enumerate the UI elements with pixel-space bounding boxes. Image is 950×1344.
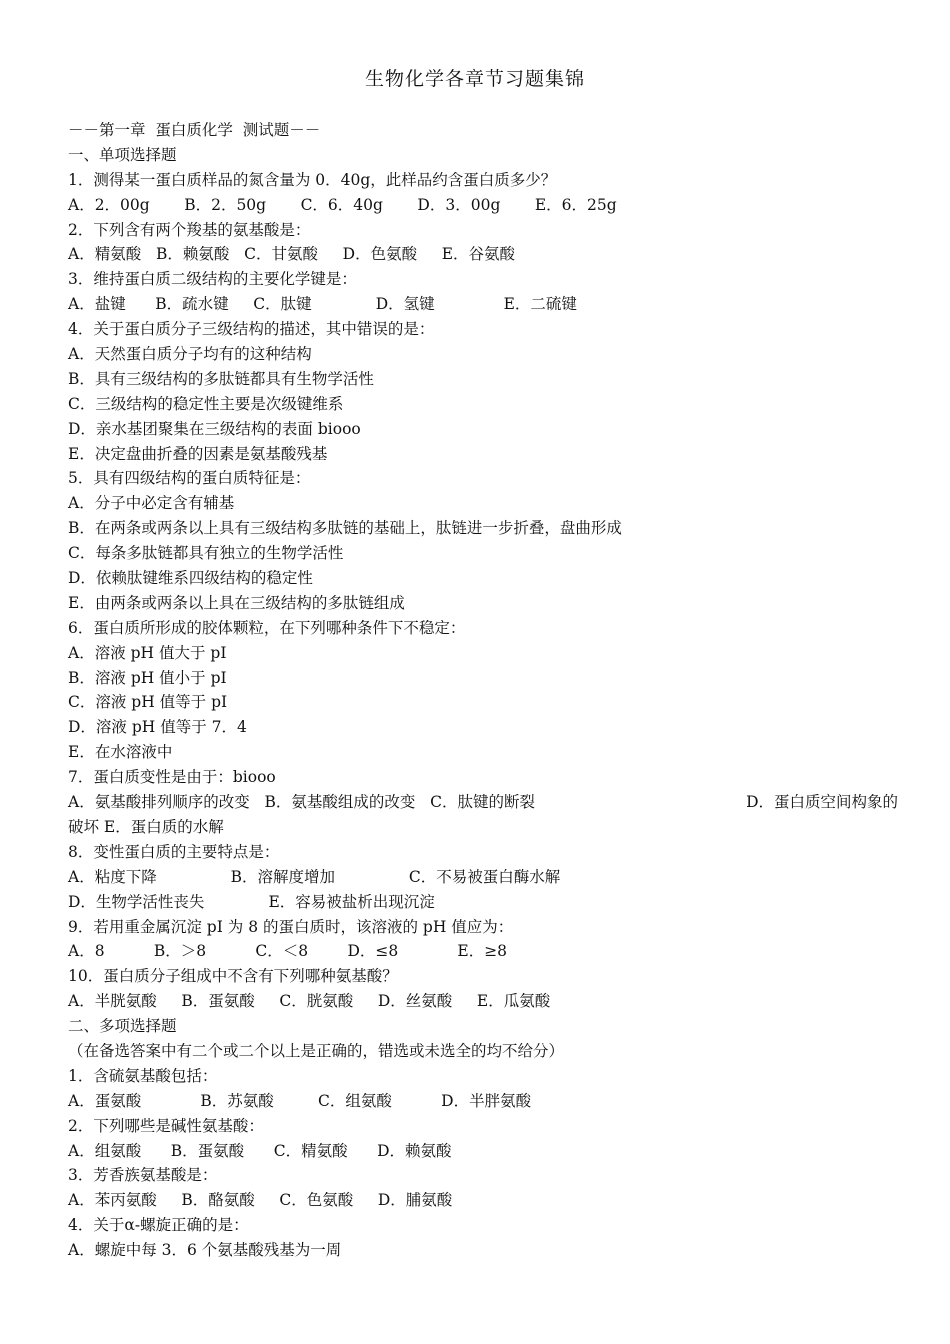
question-6-option-d: D．溶液 pH 值等于 7．4: [68, 718, 247, 737]
mc-question-3-options: A．苯丙氨酸 B．酪氨酸 C．色氨酸 D．脯氨酸: [68, 1191, 453, 1210]
question-5-option-a: A．分子中必定含有辅基: [68, 494, 235, 513]
mc-question-4: 4．关于α-螺旋正确的是：: [68, 1216, 249, 1235]
question-10: 10．蛋白质分子组成中不含有下列哪种氨基酸？: [68, 967, 398, 986]
question-6-option-c: C．溶液 pH 值等于 pI: [68, 693, 228, 712]
document-title: 生物化学各章节习题集锦: [364, 68, 585, 90]
question-5-option-e: E．由两条或两条以上具在三级结构的多肽链组成: [68, 593, 405, 612]
question-4-option-e: E．决定盘曲折叠的因素是氨基酸残基: [68, 444, 328, 463]
mc-question-1: 1．含硫氨基酸包括：: [68, 1066, 218, 1085]
question-5-option-b: B．在两条或两条以上具有三级结构多肽链的基础上，肽链进一步折叠，盘曲形成: [68, 519, 622, 538]
mc-question-4-option-a: A．螺旋中每 3．6 个氨基酸残基为一周: [68, 1241, 342, 1260]
question-7-options-left: A．氨基酸排列顺序的改变 B．氨基酸组成的改变 C．肽键的断裂: [68, 793, 536, 812]
question-9-options: A．8 B．＞8 C．＜8 D．≤8 E．≥8: [68, 942, 508, 961]
question-6-option-e: E．在水溶液中: [68, 743, 173, 762]
question-5-option-d: D．依赖肽键维系四级结构的稳定性: [68, 569, 313, 588]
question-9: 9．若用重金属沉淀 pI 为 8 的蛋白质时，该溶液的 pH 值应为：: [68, 917, 514, 936]
mc-question-2-options: A．组氨酸 B．蛋氨酸 C．精氨酸 D．赖氨酸: [68, 1141, 452, 1160]
document-body: [68, 118, 898, 1263]
question-6-option-b: B．溶液 pH 值小于 pI: [68, 668, 227, 687]
question-5-option-c: C．每条多肽链都具有独立的生物学活性: [68, 544, 344, 563]
question-7-options-right: D．蛋白质空间构象的: [746, 793, 898, 812]
section-heading-single-choice: 一、单项选择题: [68, 145, 177, 164]
question-6: 6．蛋白质所形成的胶体颗粒，在下列哪种条件下不稳定：: [68, 618, 466, 637]
question-4-option-d: D．亲水基团聚集在三级结构的表面 biooo: [68, 419, 361, 438]
section-heading-multiple-choice: 二、多项选择题: [68, 1017, 177, 1036]
question-4-option-c: C．三级结构的稳定性主要是次级键维系: [68, 394, 344, 413]
question-6-option-a: A．溶液 pH 值大于 pI: [68, 643, 227, 662]
question-4-option-a: A．天然蛋白质分子均有的这种结构: [68, 345, 312, 364]
question-8-options-row-2: D．生物学活性丧失 E．容易被盐析出现沉淀: [68, 892, 435, 911]
question-4: 4．关于蛋白质分子三级结构的描述，其中错误的是：: [68, 320, 435, 339]
question-7-options: [68, 790, 898, 815]
question-4-option-b: B．具有三级结构的多肽链都具有生物学活性: [68, 369, 374, 388]
question-5: 5．具有四级结构的蛋白质特征是：: [68, 469, 311, 488]
question-1-options: A．2．00g B．2．50g C．6．40g D．3．00g E．6．25g: [68, 195, 617, 214]
question-7-options-continued: 破坏 E．蛋白质的水解: [68, 817, 224, 836]
question-1: 1．测得某一蛋白质样品的氮含量为 0．40g，此样品约含蛋白质多少？: [68, 170, 557, 189]
question-3-options: A．盐键 B．疏水键 C．肽键 D．氢键 E．二硫键: [68, 295, 577, 314]
question-7: 7．蛋白质变性是由于：biooo: [68, 768, 276, 787]
question-3: 3．维持蛋白质二级结构的主要化学键是：: [68, 270, 357, 289]
mc-question-2: 2．下列哪些是碱性氨基酸：: [68, 1116, 264, 1135]
mc-question-1-options: A．蛋氨酸 B．苏氨酸 C．组氨酸 D．半胖氨酸: [68, 1091, 532, 1110]
question-8-options-row-1: A．粘度下降 B．溶解度增加 C．不易被蛋白酶水解: [68, 867, 561, 886]
chapter-heading: －－第一章 蛋白质化学 测试题－－: [68, 121, 321, 139]
question-8: 8．变性蛋白质的主要特点是：: [68, 842, 280, 861]
question-2: 2．下列含有两个羧基的氨基酸是：: [68, 220, 311, 239]
question-10-options: A．半胱氨酸 B．蛋氨酸 C．胱氨酸 D．丝氨酸 E．瓜氨酸: [68, 992, 551, 1011]
multiple-choice-instruction: （在备选答案中有二个或二个以上是正确的，错选或未选全的均不给分）: [68, 1041, 565, 1060]
question-2-options: A．精氨酸 B．赖氨酸 C．甘氨酸 D．色氨酸 E．谷氨酸: [68, 245, 516, 264]
mc-question-3: 3．芳香族氨基酸是：: [68, 1166, 218, 1185]
